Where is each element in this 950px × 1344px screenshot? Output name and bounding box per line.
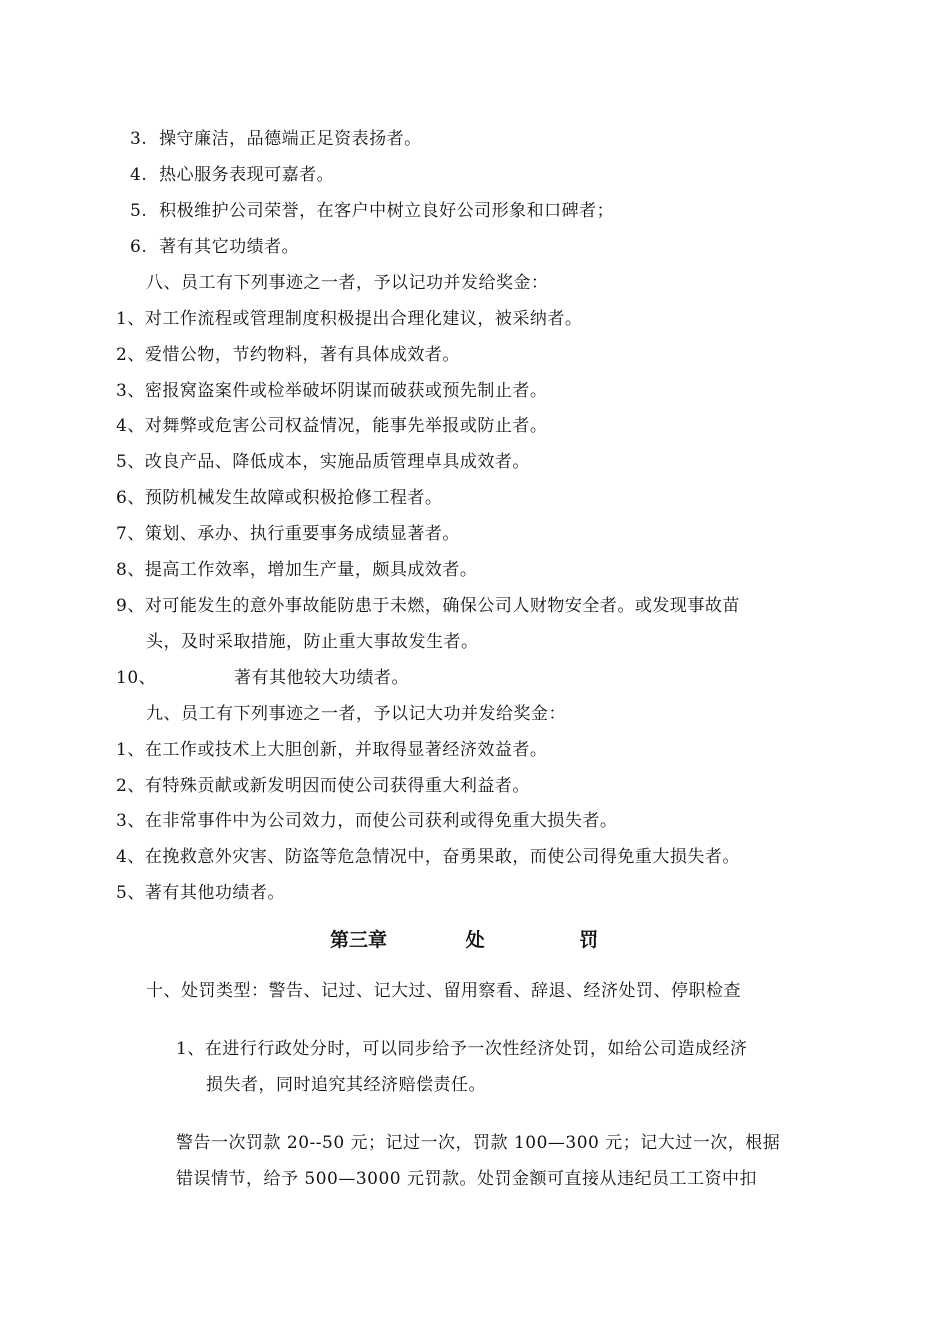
item-text: 热心服务表现可嘉者。 — [159, 165, 335, 185]
item-number: 6. — [130, 237, 148, 257]
item-number: 5. — [130, 201, 148, 221]
list-item: 5、著有其他功绩者。 — [116, 883, 285, 903]
list-item: 6、预防机械发生故障或积极抢修工程者。 — [116, 488, 443, 508]
list-item: 3、在非常事件中为公司效力，而使公司获利或得免重大损失者。 — [116, 811, 618, 831]
list-item: 1、在进行行政处分时，可以同步给予一次性经济处罚，如给公司造成经济 — [176, 1039, 748, 1059]
section-heading: 八、员工有下列事迹之一者，予以记功并发给奖金： — [146, 273, 549, 293]
item-text: 著有其它功绩者。 — [159, 237, 300, 257]
list-item — [116, 667, 409, 689]
chapter-number: 第三章 — [330, 929, 388, 951]
item-number: 10、 — [116, 668, 157, 688]
list-item: 3、密报窝盗案件或检举破坏阴谋而破获或预先制止者。 — [116, 381, 548, 401]
section-heading: 十、处罚类型：警告、记过、记大过、留用察看、辞退、经济处罚、停职检查 — [146, 981, 741, 1001]
list-item-continuation: 头，及时采取措施，防止重大事故发生者。 — [146, 632, 479, 652]
list-item: 7、策划、承办、执行重要事务成绩显著者。 — [116, 524, 460, 544]
chapter-title-char: 处 — [465, 929, 485, 951]
list-item: 2、有特殊贡献或新发明因而使公司获得重大利益者。 — [116, 776, 530, 796]
chapter-title-char: 罚 — [579, 929, 599, 951]
list-item-continuation: 损失者，同时追究其经济赔偿责任。 — [206, 1075, 486, 1095]
list-item — [130, 164, 334, 186]
list-item: 5、改良产品、降低成本，实施品质管理卓具成效者。 — [116, 452, 530, 472]
item-text: 积极维护公司荣誉，在客户中树立良好公司形象和口碑者； — [159, 201, 615, 221]
list-item: 4、在挽救意外灾害、防盗等危急情况中，奋勇果敢，而使公司得免重大损失者。 — [116, 847, 740, 867]
list-item: 1、对工作流程或管理制度积极提出合理化建议，被采纳者。 — [116, 309, 583, 329]
list-item: 9、对可能发生的意外事故能防患于未燃，确保公司人财物安全者。或发现事故苗 — [116, 596, 740, 616]
section-heading: 九、员工有下列事迹之一者，予以记大功并发给奖金： — [146, 704, 566, 724]
item-text: 操守廉洁，品德端正足资表扬者。 — [159, 129, 422, 149]
item-number: 3. — [130, 129, 148, 149]
item-text: 著有其他较大功绩者。 — [234, 668, 410, 688]
paragraph-line: 警告一次罚款 20--50 元；记过一次，罚款 100—300 元；记大过一次，根据 — [176, 1133, 781, 1153]
list-item — [130, 236, 299, 258]
list-item: 1、在工作或技术上大胆创新，并取得显著经济效益者。 — [116, 740, 548, 760]
list-item: 4、对舞弊或危害公司权益情况，能事先举报或防止者。 — [116, 416, 548, 436]
item-number: 4. — [130, 165, 148, 185]
paragraph-line: 错误情节，给予 500—3000 元罚款。处罚金额可直接从违纪员工工资中扣 — [176, 1169, 758, 1189]
list-item: 2、爱惜公物，节约物料，著有具体成效者。 — [116, 345, 460, 365]
list-item: 8、提高工作效率，增加生产量，颇具成效者。 — [116, 560, 478, 580]
list-item — [130, 200, 614, 222]
list-item — [130, 128, 422, 150]
chapter-title — [330, 928, 598, 952]
